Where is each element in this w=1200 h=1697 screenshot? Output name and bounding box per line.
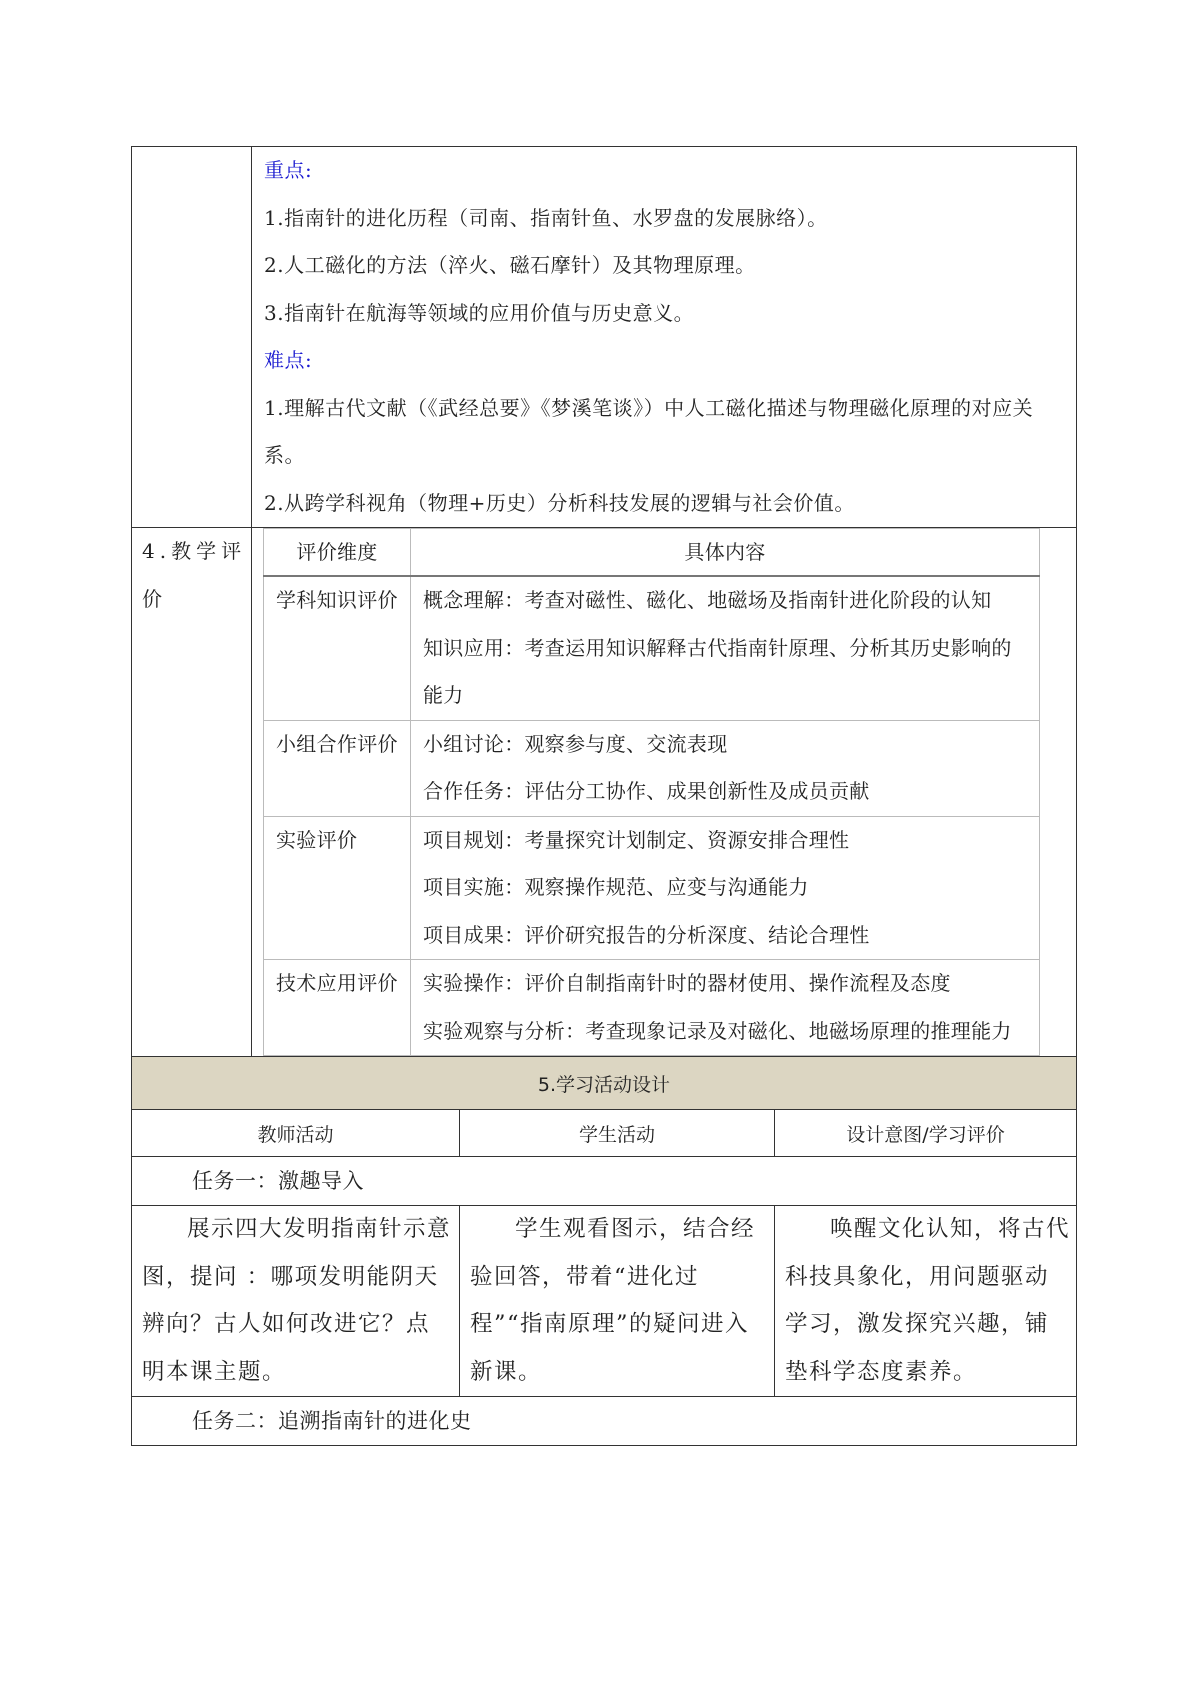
activity-title: 5.学习活动设计 xyxy=(132,1057,1077,1110)
task-one-row xyxy=(132,1157,1077,1206)
evaluation-label: 4.教学评价 xyxy=(132,528,252,1057)
evaluation-content xyxy=(252,528,1077,1057)
evaluation-row xyxy=(132,528,1077,1057)
task-two-row xyxy=(132,1397,1077,1446)
design-intent-cell: 唤醒文化认知，将古代科技具象化，用问题驱动学习，激发探究兴趣，铺垫科学态度素养。 xyxy=(775,1206,1077,1397)
evaluation-header-dimension: 评价维度 xyxy=(264,529,411,577)
evaluation-detail xyxy=(411,816,1040,960)
teacher-activity-cell: 展示四大发明指南针示意图，提问 ：哪项发明能阴天辨向？古人如何改进它？点明本课主题。 xyxy=(132,1206,460,1397)
difficulty-item: 1.理解古代文献（《武经总要》《梦溪笔谈》）中人工磁化描述与物理磁化原理的对应关系。 xyxy=(264,395,1034,467)
student-activity-cell: 学生观看图示，结合经验回答，带着“进化过程”“指南原理”的疑问进入新课。 xyxy=(460,1206,775,1397)
task-one-content-row xyxy=(132,1206,1077,1397)
key-point-item: 1.指南针的进化历程（司南、指南针鱼、水罗盘的发展脉络）。 xyxy=(264,205,828,230)
evaluation-line: 合作任务：评估分工协作、成果创新性及成员贡献 xyxy=(423,779,870,803)
key-point-item: 2.人工磁化的方法（淬火、磁石摩针）及其物理原理。 xyxy=(264,253,756,277)
evaluation-line: 小组讨论：观察参与度、交流表现 xyxy=(423,731,728,756)
evaluation-dimension: 学科知识评价 xyxy=(264,576,411,720)
task-one-title: 任务一：激趣导入 xyxy=(132,1157,1077,1206)
evaluation-header-row xyxy=(264,529,1040,577)
evaluation-line: 实验操作：评价自制指南针时的器材使用、操作流程及态度 xyxy=(423,971,951,995)
evaluation-line: 项目实施：观察操作规范、应变与沟通能力 xyxy=(423,875,809,899)
difficulty-item: 2.从跨学科视角（物理+历史）分析科技发展的逻辑与社会价值。 xyxy=(264,490,855,515)
key-point-item: 3.指南针在航海等领域的应用价值与历史意义。 xyxy=(264,300,695,325)
focus-row xyxy=(132,147,1077,528)
table-row xyxy=(264,960,1040,1056)
focus-content xyxy=(252,147,1077,528)
evaluation-dimension: 小组合作评价 xyxy=(264,720,411,816)
focus-label-cell xyxy=(132,147,252,528)
document-page xyxy=(131,146,1076,1446)
header-design-intent: 设计意图/学习评价 xyxy=(775,1110,1077,1157)
key-points-label: 重点: xyxy=(264,158,313,182)
evaluation-line: 概念理解：考查对磁性、磁化、地磁场及指南针进化阶段的认知 xyxy=(423,588,992,612)
table-row xyxy=(264,816,1040,960)
evaluation-dimension: 技术应用评价 xyxy=(264,960,411,1056)
evaluation-detail xyxy=(411,960,1040,1056)
evaluation-detail xyxy=(411,576,1040,720)
lesson-plan-table xyxy=(131,146,1077,1446)
activity-header-row xyxy=(132,1110,1077,1157)
difficulties-label: 难点: xyxy=(264,348,313,372)
header-teacher-activity: 教师活动 xyxy=(132,1110,460,1157)
evaluation-dimension: 实验评价 xyxy=(264,816,411,960)
evaluation-detail xyxy=(411,720,1040,816)
table-row xyxy=(264,576,1040,720)
evaluation-line: 知识应用：考查运用知识解释古代指南针原理、分析其历史影响的能力 xyxy=(423,635,1012,707)
table-row xyxy=(264,720,1040,816)
header-student-activity: 学生活动 xyxy=(460,1110,775,1157)
activity-title-row xyxy=(132,1057,1077,1110)
evaluation-line: 实验观察与分析：考查现象记录及对磁化、地磁场原理的推理能力 xyxy=(423,1018,1012,1043)
evaluation-line: 项目成果：评价研究报告的分析深度、结论合理性 xyxy=(423,922,870,947)
evaluation-header-content: 具体内容 xyxy=(411,529,1040,577)
evaluation-line: 项目规划：考量探究计划制定、资源安排合理性 xyxy=(423,827,850,852)
task-two-title: 任务二：追溯指南针的进化史 xyxy=(132,1397,1077,1446)
evaluation-table xyxy=(263,528,1040,1056)
